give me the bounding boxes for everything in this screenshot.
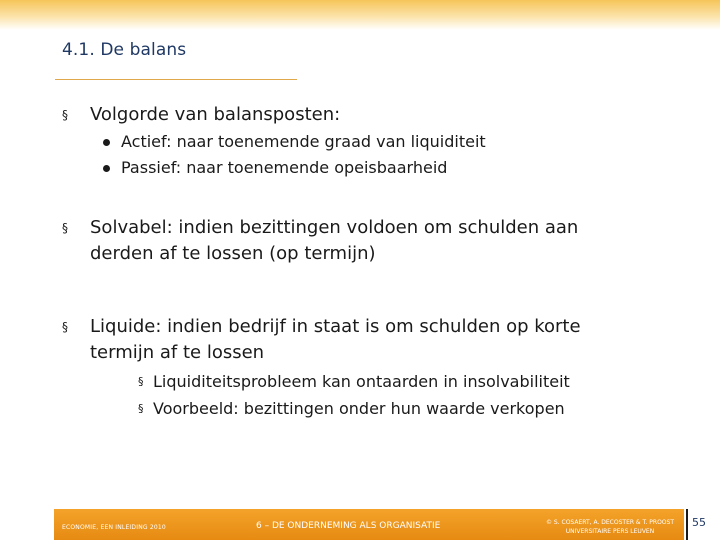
square-bullet-icon: § [62, 108, 68, 122]
square-bullet-icon: § [62, 221, 68, 235]
bullet-text-line1: Liquide: indien bedrijf in staat is om schulden op korte [90, 316, 581, 337]
footer-chapter-title: 6 – DE ONDERNEMING ALS ORGANISATIE [256, 521, 441, 531]
sub-bullet-actief [103, 130, 486, 154]
sub-bullet-liquiditeitsprobleem [138, 370, 570, 394]
sub-bullet-text: Voorbeeld: bezittingen onder hun waarde verkopen [153, 399, 565, 418]
round-bullet-icon [103, 165, 110, 172]
bullet-solvabel [62, 215, 647, 267]
footer-copyright [546, 518, 674, 536]
bullet-text-line2: derden af te lossen (op termijn) [90, 243, 376, 264]
sub-bullet-voorbeeld [138, 397, 565, 421]
sub-bullet-passief [103, 156, 447, 180]
bullet-text: Volgorde van balansposten: [90, 104, 341, 125]
bullet-liquide [62, 314, 647, 366]
sub-bullet-text: Passief: naar toenemende opeisbaarheid [121, 158, 448, 177]
square-bullet-icon: § [62, 320, 68, 334]
footer-copyright-line2: UNIVERSITAIRE PERS LEUVEN [565, 528, 655, 535]
footer-copyright-line1: © S. COSAERT, A. DECOSTER & T. PROOST [545, 519, 674, 526]
round-bullet-icon [103, 139, 110, 146]
bullet-balance-order [62, 102, 647, 128]
slide-footer [54, 509, 684, 540]
sub-bullet-text: Liquiditeitsprobleem kan ontaarden in insolvabiliteit [153, 372, 570, 391]
sub-bullet-text: Actief: naar toenemende graad van liquiditeit [121, 132, 486, 151]
title-underline [55, 79, 297, 80]
page-number: 55 [692, 516, 706, 529]
footer-course-title: ECONOMIE, EEN INLEIDING 2010 [62, 524, 166, 531]
top-gradient-band [0, 0, 720, 30]
square-bullet-icon: § [138, 402, 144, 415]
bullet-text-line2: termijn af te lossen [90, 342, 265, 363]
bullet-text-line1: Solvabel: indien bezittingen voldoen om schulden aan [90, 217, 579, 238]
page-number-divider [686, 509, 688, 540]
slide-title: 4.1. De balans [62, 40, 187, 60]
square-bullet-icon: § [138, 375, 144, 388]
